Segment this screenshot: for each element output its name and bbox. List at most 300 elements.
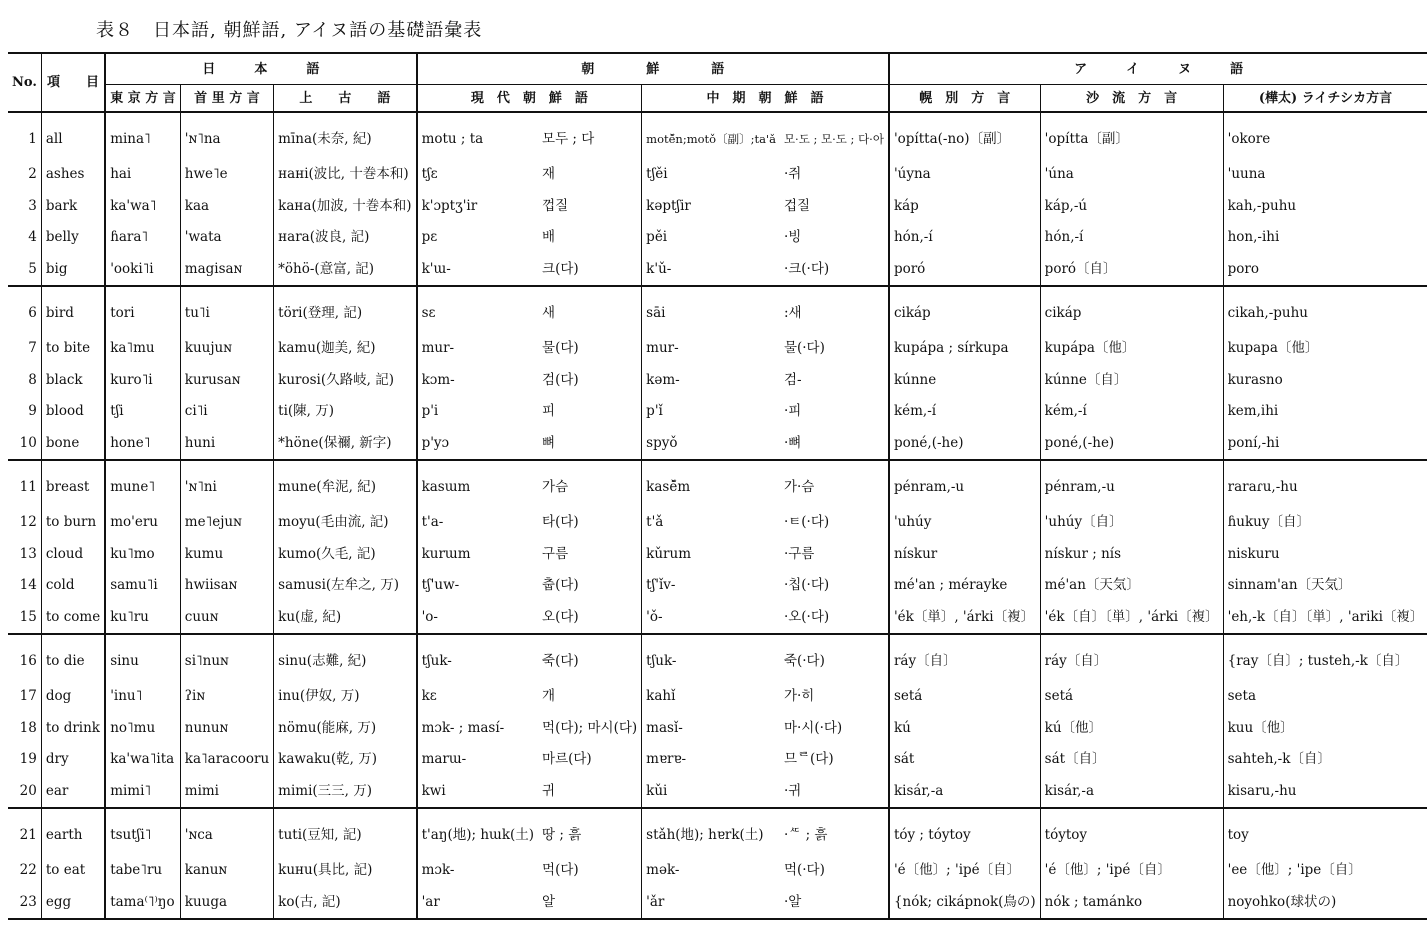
table-row <box>8 744 1427 776</box>
cell-jodai: ku(虚, 紀) <box>274 602 417 635</box>
cell-mid-hangul: 먹(·다) <box>783 862 825 879</box>
cell-mk-hangul: 껍질 <box>542 197 569 214</box>
cell-tokyo: tabe˥ru <box>105 855 180 887</box>
cell-mk-hangul: 알 <box>538 887 642 920</box>
cell-item: bone <box>41 428 105 461</box>
cell-horobetsu: poró <box>889 254 1040 287</box>
subheader-jodai: 上 古 語 <box>274 85 417 113</box>
cell-mid-roman: mɐrɐ- <box>642 744 780 776</box>
cell-shuri: 'ɴ˥ni <box>180 460 273 507</box>
cell-no: 20 <box>8 776 41 809</box>
table-row <box>8 428 1427 461</box>
cell-mid-roman: t'ǎ <box>642 507 780 539</box>
table-row <box>8 602 1427 635</box>
cell-horobetsu: kisár,-a <box>889 776 1040 809</box>
cell-mid-hangul: 검- <box>783 371 802 388</box>
cell-item: bird <box>45 304 74 321</box>
cell-tokyo: kuro˥i <box>105 365 180 397</box>
cell-mid-hangul: ·피 <box>783 403 802 420</box>
cell-mk-hangul: 뼈 <box>538 428 642 461</box>
cell-horobetsu: setá <box>889 681 1040 713</box>
cell-raichishka: sahteh,-k〔自〕 <box>1223 744 1427 776</box>
cell-saru: pénram,-u <box>1040 460 1223 507</box>
cell-item: blood <box>45 403 84 420</box>
cell-horobetsu: kém,-í <box>889 396 1040 428</box>
cell-saru: 'é〔他〕; 'ipé〔自〕 <box>1040 855 1223 887</box>
cell-raichishka: hon,-ihi <box>1223 222 1427 254</box>
cell-raichishka: kuu〔他〕 <box>1223 713 1427 745</box>
cell-raichishka: 'uuna <box>1223 159 1427 191</box>
cell-mk-roman: tʃ'uw- <box>417 570 538 602</box>
cell-item: cloud <box>45 545 84 562</box>
cell-mid-roman: tʃuk- <box>642 634 780 681</box>
cell-jodai: kamu(迦美, 紀) <box>274 333 417 365</box>
cell-shuri: 'ɴca <box>180 808 273 855</box>
table-row <box>8 776 1427 809</box>
cell-shuri: kanuɴ <box>180 855 273 887</box>
table-row <box>8 681 1427 713</box>
cell-tokyo: ka'wa˥ <box>105 191 180 223</box>
table-row <box>8 333 1427 365</box>
header-item: 項 目 <box>41 53 105 112</box>
vocabulary-table <box>8 52 1427 920</box>
cell-mid-hangul: 모·도 ; 모·도 ; 다·아 <box>783 131 884 146</box>
table-row <box>8 460 1427 507</box>
cell-item: to eat <box>45 862 86 879</box>
cell-no: 23 <box>8 887 41 920</box>
subheader-horobetsu: 幌 別 方 言 <box>889 85 1040 113</box>
cell-raichishka: 'eh,-k〔自〕〔単〕, 'ariki〔複〕 <box>1223 602 1427 635</box>
cell-horobetsu: poné,(-he) <box>889 428 1040 461</box>
cell-mid-hangul: 겁질 <box>783 197 811 214</box>
cell-saru: nískur ; nís <box>1040 539 1223 571</box>
cell-shuri: 'wata <box>180 222 273 254</box>
cell-raichishka: niskuru <box>1223 539 1427 571</box>
cell-tokyo: hai <box>105 159 180 191</box>
cell-raichishka: 'okore <box>1223 112 1427 159</box>
header-ainu: ア イ ヌ 語 <box>889 53 1427 85</box>
cell-raichishka: toy <box>1223 808 1427 855</box>
cell-mid-roman: kǔrum <box>642 539 780 571</box>
cell-mk-roman: 'ar <box>417 887 538 920</box>
cell-mk-hangul: 먹(다); 마시(다) <box>542 719 638 736</box>
cell-item: all <box>45 130 63 147</box>
cell-no: 14 <box>8 570 41 602</box>
cell-raichishka: ɦukuy〔自〕 <box>1223 507 1427 539</box>
cell-horobetsu: hón,-í <box>889 222 1040 254</box>
cell-mk-roman: kwi <box>417 776 538 809</box>
cell-no: 18 <box>8 713 41 745</box>
cell-tokyo: ku˥ru <box>105 602 180 635</box>
cell-item: to drink <box>45 719 100 736</box>
cell-mid-roman: mək- <box>642 855 780 887</box>
cell-mk-roman: tʃɛ <box>417 159 538 191</box>
cell-raichishka: sinnam'an〔天気〕 <box>1223 570 1427 602</box>
cell-mid-roman: mur- <box>642 333 780 365</box>
cell-mk-roman: kɛ <box>417 681 538 713</box>
cell-mk-hangul: 춥(다) <box>542 577 579 594</box>
cell-mk-roman: t'a- <box>417 507 538 539</box>
cell-saru: nók ; tamánko <box>1040 887 1223 920</box>
cell-mk-hangul: 재 <box>542 166 556 183</box>
cell-mid-hangul: 가·히 <box>783 688 815 705</box>
cell-mid-roman: p'ǐ <box>642 396 780 428</box>
table-row <box>8 808 1427 855</box>
cell-tokyo: sinu <box>105 634 180 681</box>
cell-no: 15 <box>8 602 41 635</box>
cell-saru: setá <box>1040 681 1223 713</box>
cell-raichishka: kisaru,-hu <box>1223 776 1427 809</box>
cell-no: 4 <box>8 222 41 254</box>
table-row <box>8 396 1427 428</box>
cell-shuri: ci˥i <box>180 396 273 428</box>
cell-raichishka: kem,ihi <box>1223 396 1427 428</box>
cell-mid-roman: tʃěi <box>642 159 780 191</box>
cell-no: 10 <box>8 428 41 461</box>
cell-mk-hangul: 검(다) <box>542 371 579 388</box>
cell-saru: kupápa〔他〕 <box>1040 333 1223 365</box>
cell-jodai: tuti(豆知, 記) <box>274 808 417 855</box>
cell-shuri: me˥ejuɴ <box>180 507 273 539</box>
cell-jodai: inu(伊奴, 万) <box>274 681 417 713</box>
cell-item: big <box>41 254 105 287</box>
cell-raichishka: kupapa〔他〕 <box>1223 333 1427 365</box>
cell-horobetsu: mé'an ; mérayke <box>889 570 1040 602</box>
cell-saru: kém,-í <box>1040 396 1223 428</box>
cell-mid-roman: pěi <box>642 222 780 254</box>
cell-no: 17 <box>8 681 41 713</box>
cell-jodai: mimi(三三, 万) <box>274 776 417 809</box>
cell-item: egg <box>41 887 105 920</box>
cell-no: 13 <box>8 539 41 571</box>
cell-no: 11 <box>8 460 41 507</box>
cell-item: to come <box>41 602 105 635</box>
cell-tokyo: ɦara˥ <box>105 222 180 254</box>
subheader-tokyo: 東 京 方 言 <box>105 85 180 113</box>
subheader-raichishka: (樺太) ライチシカ方言 <box>1223 85 1427 113</box>
cell-mk-roman: mur- <box>417 333 538 365</box>
cell-no: 6 <box>8 286 41 333</box>
subheader-middle-korean: 中 期 朝 鮮 語 <box>642 85 889 113</box>
cell-mk-hangul: 피 <box>542 403 556 420</box>
cell-tokyo: mo'eru <box>105 507 180 539</box>
cell-mid-roman: stǎh(地); hɐrk(土) <box>642 808 780 855</box>
cell-mid-hangul: 마·시(·다) <box>783 719 843 736</box>
cell-mk-hangul: 마르(다) <box>542 751 592 768</box>
cell-raichishka: noyohko(球状の) <box>1223 887 1427 920</box>
table-caption: 表８ 日本語, 朝鮮語, アイヌ語の基礎語彙表 <box>96 20 483 41</box>
cell-mid-hangul: ·구름 <box>783 545 815 562</box>
cell-shuri: huni <box>180 428 273 461</box>
cell-mid-roman: 'ǎr <box>642 887 780 920</box>
cell-saru: 'úna <box>1040 159 1223 191</box>
cell-jodai: kumo(久毛, 記) <box>274 539 417 571</box>
cell-mid-hangul: 물(·다) <box>783 340 825 357</box>
cell-horobetsu: nískur <box>889 539 1040 571</box>
cell-tokyo: no˥mu <box>105 713 180 745</box>
cell-jodai: töri(登理, 記) <box>274 286 417 333</box>
cell-item: to burn <box>45 514 97 531</box>
cell-horobetsu: {nók; cikápnok(鳥の) <box>889 887 1040 920</box>
cell-tokyo: tama⁽˥⁾ŋo <box>105 887 180 920</box>
cell-mk-roman: kasɯm <box>417 460 538 507</box>
cell-mid-hangul: 죽(·다) <box>783 652 825 669</box>
cell-saru: poró〔自〕 <box>1040 254 1223 287</box>
cell-mk-hangul: 새 <box>542 304 556 321</box>
cell-jodai: mīna(未奈, 紀) <box>274 112 417 159</box>
cell-mid-hangul: 므ᄅ(다) <box>783 751 834 768</box>
cell-item: ear <box>41 776 105 809</box>
cell-jodai: ti(陳, 万) <box>274 396 417 428</box>
cell-mk-hangul: 배 <box>542 229 556 246</box>
cell-mid-roman: masǐ- <box>642 713 780 745</box>
cell-mk-hangul: 구름 <box>542 545 569 562</box>
table-row <box>8 254 1427 287</box>
cell-tokyo: samu˥i <box>105 570 180 602</box>
cell-horobetsu: cikáp <box>889 286 1040 333</box>
cell-no: 9 <box>8 396 41 428</box>
cell-mk-roman: sɛ <box>417 286 538 333</box>
cell-shuri: tu˥i <box>180 286 273 333</box>
cell-shuri: hwe˥e <box>180 159 273 191</box>
cell-horobetsu: pénram,-u <box>889 460 1040 507</box>
cell-horobetsu: káp <box>889 191 1040 223</box>
cell-mid-roman: 'ǒ- <box>642 602 780 635</box>
cell-no: 2 <box>8 159 41 191</box>
cell-jodai: kawaku(乾, 万) <box>274 744 417 776</box>
cell-shuri: cuuɴ <box>180 602 273 635</box>
cell-shuri: si˥nuɴ <box>180 634 273 681</box>
cell-mid-hangul: ·알 <box>780 887 889 920</box>
cell-no: 8 <box>8 365 41 397</box>
cell-mid-roman: motě̃n;motǒ〔副〕;ta'ǎ <box>642 112 780 159</box>
cell-item: to bite <box>45 340 91 357</box>
cell-saru: káp,-ú <box>1040 191 1223 223</box>
cell-shuri: kurusaɴ <box>180 365 273 397</box>
table-row <box>8 222 1427 254</box>
cell-mid-roman: kasě̃m <box>642 460 780 507</box>
cell-mid-roman: kǔi <box>642 776 780 809</box>
cell-raichishka: raraɾu,-hu <box>1223 460 1427 507</box>
cell-tokyo: mina˥ <box>105 112 180 159</box>
cell-mk-roman: 'o- <box>417 602 538 635</box>
cell-item: dry <box>45 751 69 768</box>
header-no: No. <box>8 53 41 112</box>
cell-raichishka: 'ee〔他〕; 'ipe〔自〕 <box>1223 855 1427 887</box>
subheader-modern-korean: 現 代 朝 鮮 語 <box>417 85 642 113</box>
cell-jodai: kaʜa(加波, 十巻本和) <box>274 191 417 223</box>
cell-shuri: mimi <box>180 776 273 809</box>
cell-jodai: *höne(保禰, 新字) <box>274 428 417 461</box>
header-korean: 朝 鮮 語 <box>417 53 889 85</box>
cell-mid-roman: sāi <box>642 286 780 333</box>
cell-mid-roman: kəm- <box>642 365 780 397</box>
cell-tokyo: ka'wa˥ita <box>105 744 180 776</box>
cell-mk-roman: tʃuk- <box>417 634 538 681</box>
cell-horobetsu: tóy ; tóytoy <box>889 808 1040 855</box>
cell-raichishka: poro <box>1223 254 1427 287</box>
cell-mid-roman: kahǐ <box>642 681 780 713</box>
table-row <box>8 570 1427 602</box>
cell-tokyo: tsutʃi˥ <box>105 808 180 855</box>
table-row <box>8 507 1427 539</box>
cell-raichishka: seta <box>1223 681 1427 713</box>
table-row <box>8 539 1427 571</box>
cell-saru: 'ék〔自〕〔単〕, 'árki〔複〕 <box>1040 602 1223 635</box>
cell-jodai: samusi(左牟之, 万) <box>274 570 417 602</box>
cell-saru: kúnne〔自〕 <box>1040 365 1223 397</box>
cell-shuri: magisaɴ <box>180 254 273 287</box>
cell-horobetsu: ráy〔自〕 <box>889 634 1040 681</box>
cell-raichishka: {ray〔自〕; tusteh,-k〔自〕 <box>1223 634 1427 681</box>
cell-mk-hangul: 가슴 <box>542 478 569 495</box>
cell-mid-hangul: ·ᄯ ; 흙 <box>783 826 828 843</box>
cell-mk-roman: pɛ <box>417 222 538 254</box>
cell-mk-roman: k'ɔptʒ'ir <box>417 191 538 223</box>
cell-no: 16 <box>8 634 41 681</box>
cell-mid-hangul: :새 <box>783 304 802 321</box>
cell-item: black <box>45 371 83 388</box>
cell-no: 19 <box>8 744 41 776</box>
cell-saru: ráy〔自〕 <box>1040 634 1223 681</box>
cell-shuri: ka˥aracooru <box>180 744 273 776</box>
table-row <box>8 365 1427 397</box>
cell-mid-hangul: ·빙 <box>783 229 802 246</box>
cell-no: 21 <box>8 808 41 855</box>
cell-mid-hangul: ·오(·다) <box>780 602 889 635</box>
cell-raichishka: cikah,-puhu <box>1223 286 1427 333</box>
cell-jodai: ko(古, 記) <box>274 887 417 920</box>
cell-saru: sát〔自〕 <box>1040 744 1223 776</box>
cell-mk-hangul: 땅 ; 흙 <box>542 826 582 843</box>
cell-mk-roman: k'ɯ- <box>417 254 538 287</box>
cell-tokyo: mimi˥ <box>105 776 180 809</box>
cell-mid-hangul: ·뼈 <box>780 428 889 461</box>
cell-horobetsu: 'é〔他〕; 'ipé〔自〕 <box>889 855 1040 887</box>
cell-mk-roman: t'aŋ(地); hɯk(土) <box>417 808 538 855</box>
cell-tokyo: tʃi <box>105 396 180 428</box>
cell-item: ashes <box>45 166 85 183</box>
cell-mk-hangul: 개 <box>542 688 556 705</box>
cell-jodai: mune(牟泥, 紀) <box>274 460 417 507</box>
cell-jodai: kuʜu(具比, 記) <box>274 855 417 887</box>
cell-no: 7 <box>8 333 41 365</box>
cell-shuri: 'ɴ˥na <box>180 112 273 159</box>
table-row <box>8 887 1427 920</box>
cell-shuri: nunuɴ <box>180 713 273 745</box>
table-row <box>8 159 1427 191</box>
cell-horobetsu: 'uhúy <box>889 507 1040 539</box>
table-row <box>8 112 1427 159</box>
table-row <box>8 634 1427 681</box>
cell-mk-roman: marɯ- <box>417 744 538 776</box>
cell-mk-hangul: 크(다) <box>538 254 642 287</box>
cell-mk-roman: p'i <box>417 396 538 428</box>
cell-mk-hangul: 모두 ; 다 <box>542 130 595 147</box>
cell-mid-hangul: ·칩(·다) <box>783 577 830 594</box>
cell-saru: mé'an〔天気〕 <box>1040 570 1223 602</box>
table-row <box>8 855 1427 887</box>
cell-jodai: kurosi(久路岐, 記) <box>274 365 417 397</box>
cell-mk-roman: p'yɔ <box>417 428 538 461</box>
cell-item: belly <box>45 229 79 246</box>
cell-mk-roman: mɔk- <box>417 855 538 887</box>
subheader-saru: 沙 流 方 言 <box>1040 85 1223 113</box>
table-row <box>8 286 1427 333</box>
cell-raichishka: kah,-puhu <box>1223 191 1427 223</box>
cell-shuri: kuuga <box>180 887 273 920</box>
cell-saru: 'uhúy〔自〕 <box>1040 507 1223 539</box>
cell-item: cold <box>45 577 75 594</box>
cell-tokyo: tori <box>105 286 180 333</box>
cell-mid-hangul: ·쥐 <box>783 166 802 183</box>
cell-item: breast <box>45 478 90 495</box>
cell-tokyo: 'inu˥ <box>105 681 180 713</box>
cell-jodai: ʜara(波良, 記) <box>274 222 417 254</box>
cell-mid-roman: kəptʃir <box>642 191 780 223</box>
cell-horobetsu: kupápa ; sírkupa <box>889 333 1040 365</box>
cell-mk-hangul: 오(다) <box>538 602 642 635</box>
cell-mid-hangul: ·크(·다) <box>780 254 889 287</box>
cell-no: 5 <box>8 254 41 287</box>
cell-horobetsu: 'opítta(-no)〔副〕 <box>889 112 1040 159</box>
header-japanese: 日 本 語 <box>105 53 416 85</box>
cell-horobetsu: kú <box>889 713 1040 745</box>
cell-mk-roman: mɔk- ; masí- <box>417 713 538 745</box>
cell-shuri: kaa <box>180 191 273 223</box>
cell-jodai: ʜaʜi(波比, 十巻本和) <box>274 159 417 191</box>
cell-tokyo: hone˥ <box>105 428 180 461</box>
cell-jodai: moyu(毛由流, 記) <box>274 507 417 539</box>
cell-horobetsu: 'ék〔単〕, 'árki〔複〕 <box>889 602 1040 635</box>
cell-horobetsu: sát <box>889 744 1040 776</box>
cell-mid-hangul: ·귀 <box>780 776 889 809</box>
cell-mk-roman: kɔm- <box>417 365 538 397</box>
cell-no: 1 <box>8 112 41 159</box>
cell-tokyo: ku˥mo <box>105 539 180 571</box>
cell-mid-roman: tʃ'ǐv- <box>642 570 780 602</box>
cell-item: dog <box>45 688 72 705</box>
cell-saru: kú〔他〕 <box>1040 713 1223 745</box>
cell-item: to die <box>45 652 85 669</box>
cell-tokyo: 'ooki˥i <box>105 254 180 287</box>
cell-saru: poné,(-he) <box>1040 428 1223 461</box>
cell-mk-hangul: 먹(다) <box>542 862 579 879</box>
cell-jodai: *öhö-(意富, 記) <box>274 254 417 287</box>
cell-raichishka: poní,-hi <box>1223 428 1427 461</box>
cell-raichishka: kurasno <box>1223 365 1427 397</box>
cell-horobetsu: kúnne <box>889 365 1040 397</box>
cell-mk-hangul: 귀 <box>538 776 642 809</box>
cell-mid-roman: k'ǔ- <box>642 254 780 287</box>
cell-mid-hangul: ·ㅌ(·다) <box>783 514 830 531</box>
cell-item: bark <box>45 197 78 214</box>
cell-saru: kisár,-a <box>1040 776 1223 809</box>
table-row <box>8 191 1427 223</box>
cell-mid-hangul: 가·슴 <box>783 478 815 495</box>
cell-shuri: hwiisaɴ <box>180 570 273 602</box>
cell-saru: cikáp <box>1040 286 1223 333</box>
cell-tokyo: mune˥ <box>105 460 180 507</box>
cell-saru: hón,-í <box>1040 222 1223 254</box>
cell-mid-roman: spyǒ <box>642 428 780 461</box>
cell-mk-hangul: 물(다) <box>542 340 579 357</box>
cell-mk-roman: kurɯm <box>417 539 538 571</box>
cell-shuri: kuujuɴ <box>180 333 273 365</box>
cell-tokyo: ka˥mu <box>105 333 180 365</box>
cell-jodai: nömu(能麻, 万) <box>274 713 417 745</box>
cell-horobetsu: 'úyna <box>889 159 1040 191</box>
